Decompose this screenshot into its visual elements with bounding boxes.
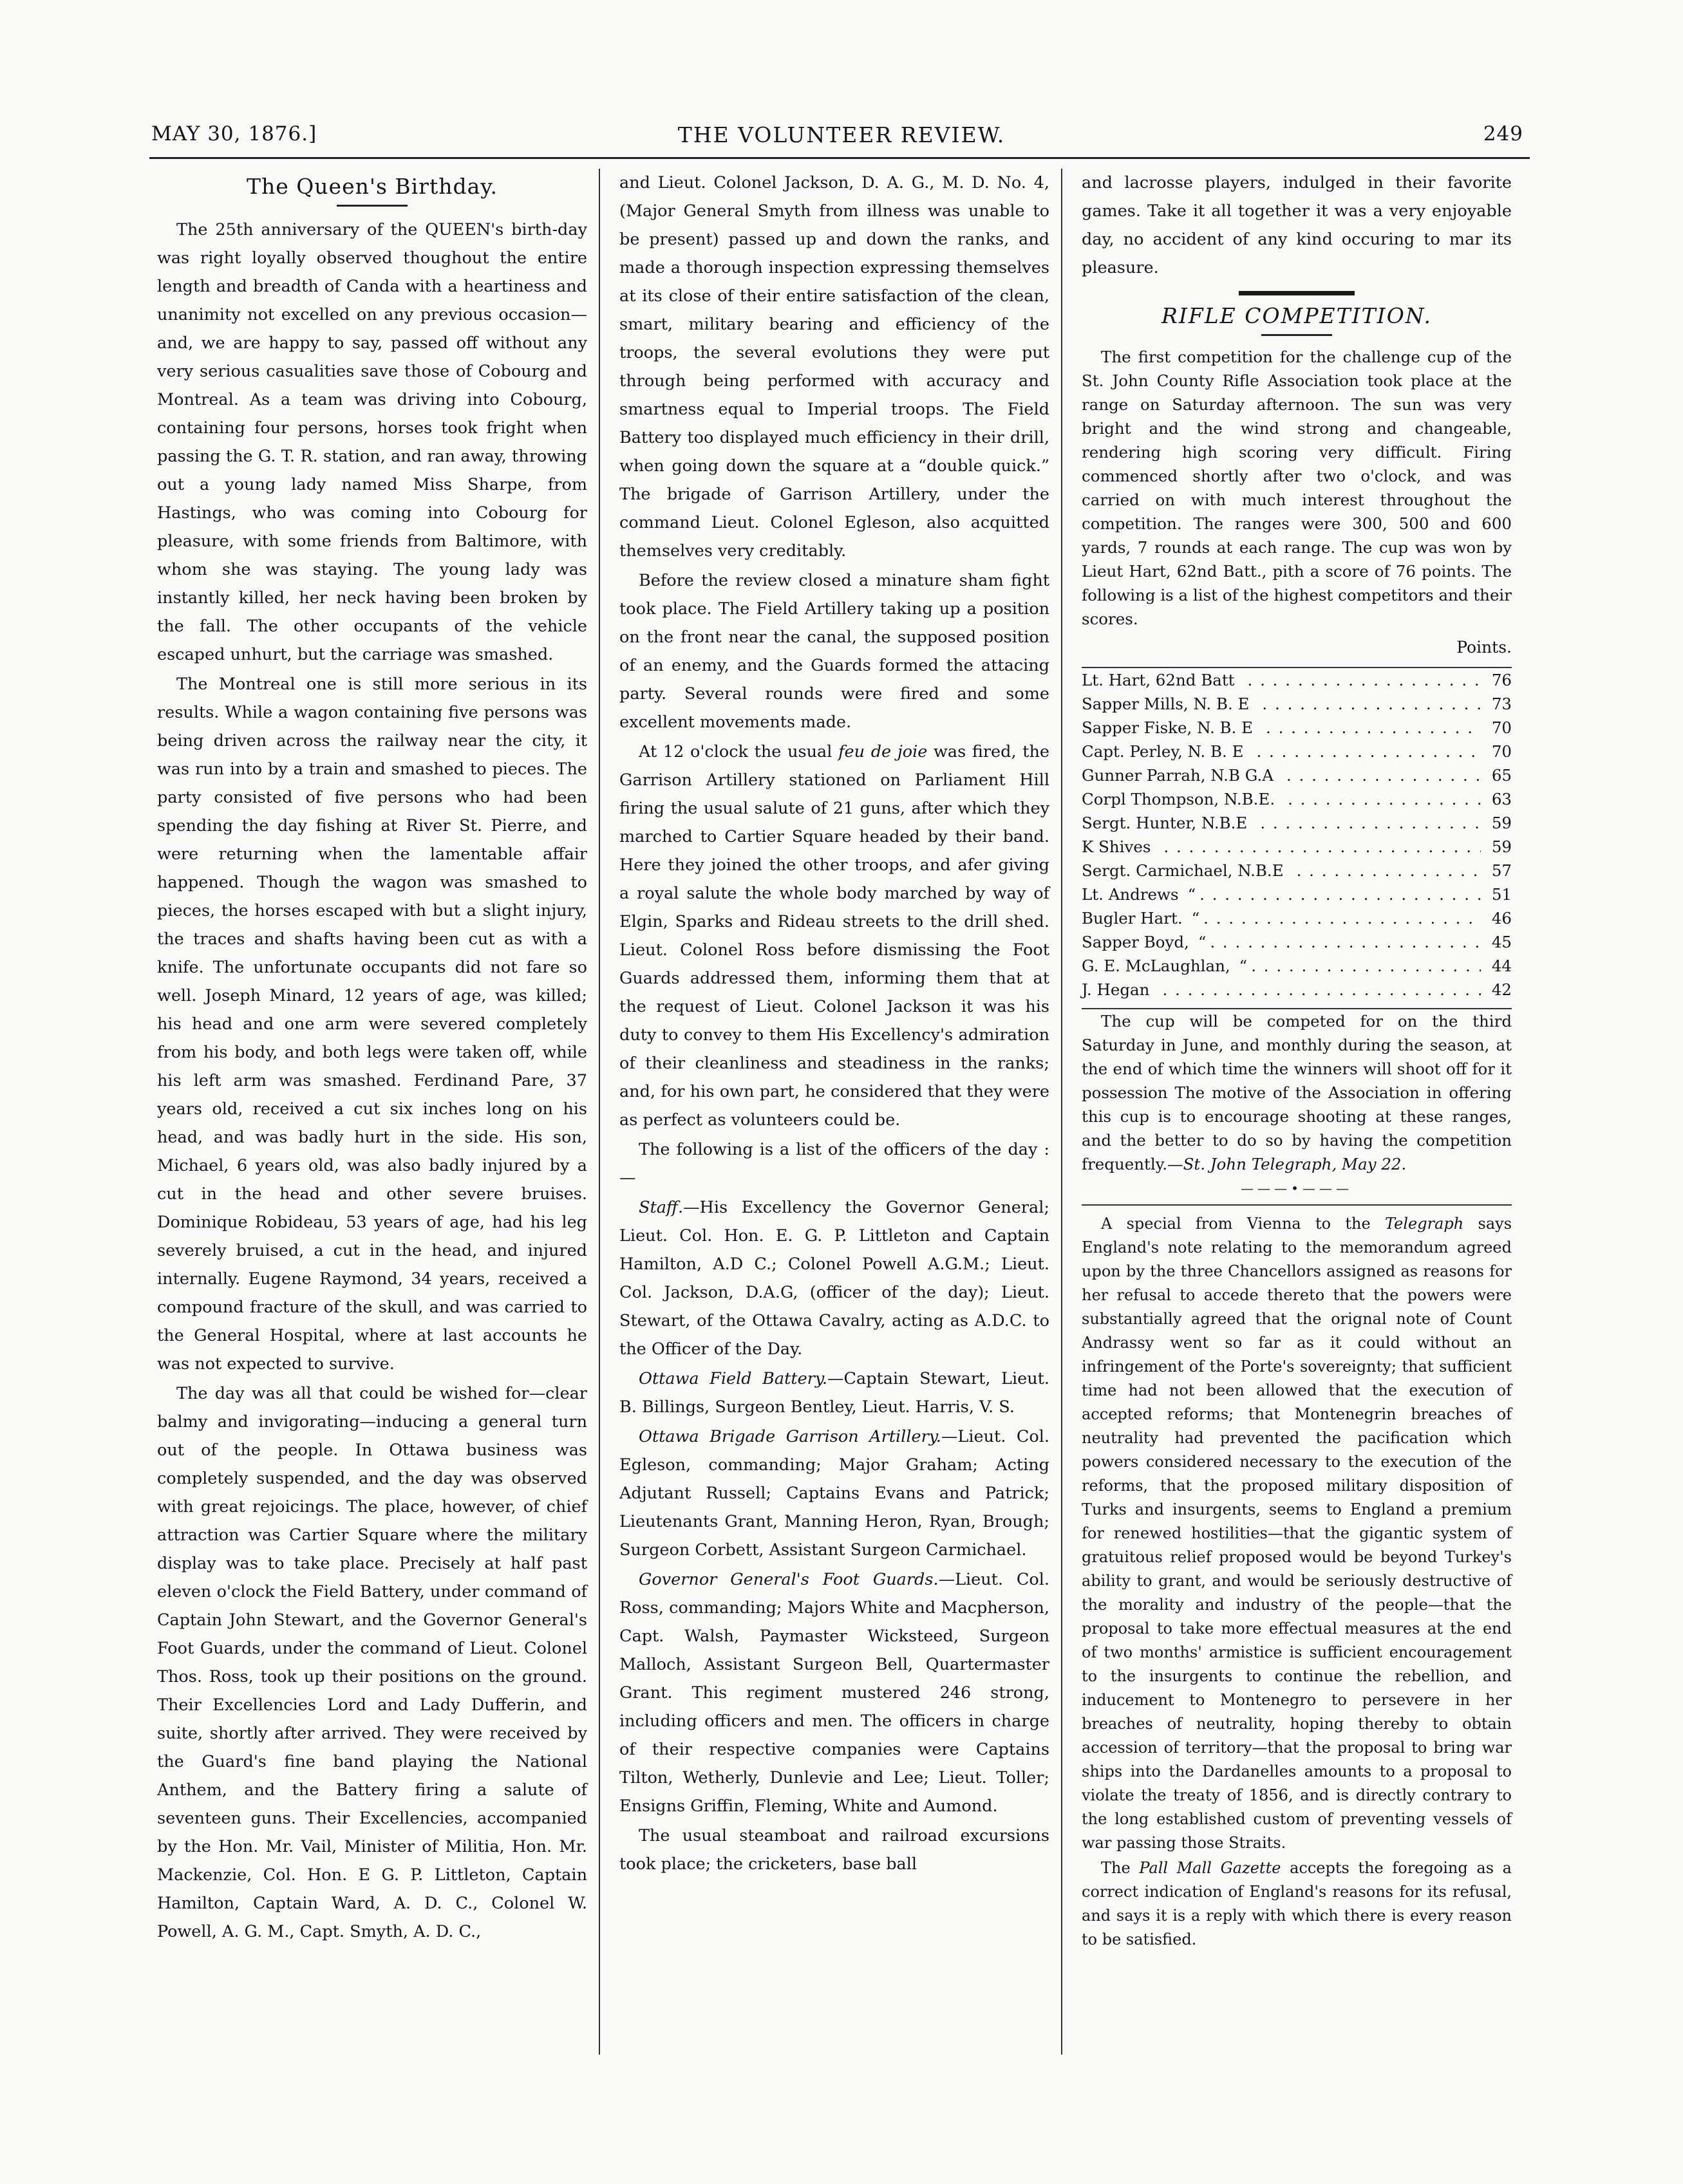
score-row bbox=[1082, 835, 1512, 859]
competitor-points: 44 bbox=[1491, 957, 1512, 975]
competitor-name: Sapper Fiske, N. B. E bbox=[1082, 718, 1253, 737]
competitor-points: 65 bbox=[1491, 766, 1512, 785]
column-divider bbox=[1061, 169, 1062, 2055]
leader-dots bbox=[1256, 740, 1481, 763]
heading-rule bbox=[337, 205, 408, 207]
article-paragraph: The following is a list of the officers of the day :— bbox=[619, 1140, 1049, 1188]
ditto-mark bbox=[1258, 716, 1266, 740]
article-paragraph: and lacrosse players, indulged in their favorite games. Take it all together it was a very enjoyable day, no accident of any kind occuring to mar its pleasure. bbox=[1082, 173, 1512, 277]
article-paragraph: The usual steamboat and railroad excursions took place; the cricketers, base ball bbox=[619, 1826, 1049, 1874]
competitor-points: 73 bbox=[1491, 695, 1512, 713]
issue-date: MAY 30, 1876.] bbox=[151, 122, 317, 145]
heading-rule bbox=[1261, 334, 1332, 336]
article-paragraph: The first competition for the challenge cup of the St. John County Rifle Association took place at the range on Saturday afternoon. The sun was very bright and the wind strong and changeable, rendering high scoring very difficult. Firing commenced shortly after two o'clock, and was carried on with much interest throughout the competition. The ranges were 300, 500 and 600 yards, 7 rounds at each range. The cup was won by Lieut Hart, 62nd Batt., pith a score of 76 points. The following is a list of the highest competitors and their scores. bbox=[1082, 348, 1512, 628]
competitor-name: Sapper Boyd, bbox=[1082, 933, 1189, 951]
column-1 bbox=[157, 169, 587, 1947]
competitor-name: Sapper Mills, N. B. E bbox=[1082, 695, 1250, 713]
competitor-points: 57 bbox=[1491, 861, 1512, 880]
ditto-mark: “ bbox=[1198, 933, 1207, 951]
score-row bbox=[1082, 906, 1512, 930]
officers-garrison-artillery: Ottawa Brigade Garrison Artillery.—Lieut. Col. Egleson, commanding; Major Graham; Acting Adjutant Russell; Captains Evans and Patrick; Lieutenants Grant, Manning Heron, Ryan, Brough; Surgeon Corbett, Assistant Surgeon Carmichael. bbox=[619, 1427, 1050, 1560]
score-row bbox=[1082, 811, 1512, 835]
competitor-name: Gunner Parrah, N.B G.A bbox=[1082, 766, 1274, 785]
leader-dots bbox=[1260, 811, 1481, 835]
ditto-mark: “ bbox=[1187, 885, 1196, 904]
score-row bbox=[1082, 668, 1512, 692]
score-row bbox=[1082, 763, 1512, 787]
column-divider bbox=[599, 169, 600, 2055]
leader-dots bbox=[1266, 716, 1481, 740]
italic-phrase: feu de joie bbox=[838, 742, 928, 761]
article-paragraph: The Pall Mall Gazette accepts the foregoing as a correct indication of England's reasons for its refusal, and says it is a reply with which there is every reason to be satisfied. bbox=[1082, 1859, 1512, 1948]
section-rule bbox=[1082, 1204, 1512, 1206]
section-rule bbox=[1239, 291, 1355, 295]
score-row bbox=[1082, 787, 1512, 811]
score-row bbox=[1082, 954, 1512, 978]
ditto-mark bbox=[1240, 668, 1248, 692]
competitor-name: Sergt. Hunter, N.B.E bbox=[1082, 814, 1248, 832]
competitor-points: 59 bbox=[1491, 814, 1512, 832]
ditto-mark bbox=[1280, 787, 1288, 811]
competitor-points: 51 bbox=[1491, 885, 1512, 904]
leader-dots bbox=[1163, 835, 1481, 859]
score-row bbox=[1082, 692, 1512, 716]
ditto-mark bbox=[1279, 763, 1286, 787]
score-row bbox=[1082, 859, 1512, 882]
leader-dots bbox=[1162, 978, 1481, 1002]
article-paragraph: A special from Vienna to the Telegraph says England's note relating to the memorandum agreed upon by the three Chancellors assigned as reasons for her refusal to accede thereto that the powers were substantially agreed that the orignal note of Count Andrassy went so far as it could without an infringement of the Porte's sovereignty; that sufficient time had not been allowed that the execution of accepted reforms; that Montenegrin breaches of neutrality had prevented the pacification which powers considered necessary to the execution of the reforms, that the proposed military disposition of Turks and insurgents, seems to England a premium for renewed hostilities—that the gigantic system of gratuitous relief proposed would be beyond Turkey's ability to grant, and would be seriously destructive of the morality and industry of the people—that the proposal to take more effectual measures at the end of two months' armistice is sufficient encouragement to the insurgents to continue the rebellion, and inducement to Montenegro to persevere in her breaches of neutrality, hoping thereby to obtain accession of territory—that the proposal to bring war ships into the Dardanelles amounts to a proposal to violate the treaty of 1856, and is directly contrary to the long established custom of preventing vessels of war passing those Straits. bbox=[1082, 1215, 1512, 1852]
source-credit: —St. John Telegraph, May 22. bbox=[1167, 1155, 1407, 1173]
score-table bbox=[1082, 668, 1512, 1002]
officers-staff: Staff.—His Excellency the Governor General; Lieut. Col. Hon. E. G. P. Littleton and Captain Hamilton, A.D C.; Colonel Powell A.G.M.; Lieut. Col. Jackson, D.A.G, (officer of the day); Lieut. Stewart, of the Ottawa Cavalry, acting as A.D.C. to the Officer of the Day. bbox=[619, 1198, 1049, 1359]
competitor-name: K Shives bbox=[1082, 837, 1151, 856]
article-paragraph: The cup will be competed for on the third Saturday in June, and monthly during the season, at the end of which time the winners will shoot off for it possession The motive of the Association in offering this cup is to encourage shooting at these ranges, and the better to do so by having the competition frequently.—St. John Telegraph, May 22. bbox=[1082, 1012, 1512, 1173]
competitor-points: 59 bbox=[1491, 837, 1512, 856]
leader-dots bbox=[1286, 763, 1481, 787]
competitor-name: Lt. Andrews bbox=[1082, 885, 1179, 904]
leader-dots bbox=[1203, 906, 1481, 930]
competitor-name: J. Hegan bbox=[1082, 980, 1150, 999]
article-paragraph: Before the review closed a minature sham fight took place. The Field Artillery taking up a position on the front near the canal, the supposed position of an enemy, and the Guards formed the attacing party. Several rounds were fired and some excellent movements made. bbox=[619, 571, 1049, 732]
ditto-mark bbox=[1248, 740, 1256, 763]
article-heading-rifle-competition: RIFLE COMPETITION. bbox=[1161, 303, 1433, 328]
competitor-name: Bugler Hart. bbox=[1082, 909, 1183, 928]
score-row bbox=[1082, 882, 1512, 906]
score-row bbox=[1082, 716, 1512, 740]
points-column-label: Points. bbox=[1456, 638, 1512, 657]
leader-dots bbox=[1262, 692, 1481, 716]
competitor-name: Capt. Perley, N. B. E bbox=[1082, 742, 1244, 761]
ditto-mark bbox=[1154, 978, 1162, 1002]
ditto-mark bbox=[1156, 835, 1163, 859]
column-3 bbox=[1082, 169, 1512, 1953]
competitor-name: Corpl Thompson, N.B.E. bbox=[1082, 790, 1275, 808]
competitor-name: Lt. Hart, 62nd Batt bbox=[1082, 671, 1235, 689]
article-paragraph: The Montreal one is still more serious in its results. While a wagon containing five persons was being driven across the railway near the city, it was run into by a train and smashed to pieces. The party consisted of five persons who had been spending the day fishing at River St. Pierre, and were returning when the lamentable affair happened. Though the wagon was smashed to pieces, the horses escaped with but a slight injury, the traces and shafts having been cut as with a knife. The unfortunate occupants did not fare so well. Joseph Minard, 12 years of age, was killed; his head and one arm were severed completely from his body, and both legs were taken off, while his left arm was smashed. Ferdinand Pare, 37 years old, received a cut six inches long on his head, and was badly hurt in the side. His son, Michael, 6 years old, was also badly injured by a cut in the head and other severe bruises. Dominique Robideau, 53 years of age, had his leg severely bruised, a cut in the head, and injured internally. Eugene Raymond, 34 years, received a compound fracture of the skull, and was carried to the General Hospital, where at last accounts he was not expected to survive. bbox=[157, 675, 587, 1374]
article-paragraph: At 12 o'clock the usual feu de joie was fired, the Garrison Artillery stationed on Parliament Hill firing the usual salute of 21 guns, after which they marched to Cartier Square headed by their band. Here they joined the other troops, and afer giving a royal salute the whole body marched by way of Elgin, Sparks and Rideau streets to the drill shed. Lieut. Colonel Ross before dismissing the Foot Guards addressed them, informing them that at the request of Lieut. Colonel Jackson it was his duty to convey to them His Excellency's admiration of their cleanliness and steadiness in the ranks; and, for his own part, he considered that they were as perfect as volunteers could be. bbox=[619, 742, 1050, 1130]
article-paragraph: and Lieut. Colonel Jackson, D. A. G., M. D. No. 4, (Major General Smyth from illness was unable to be present) passed up and down the ranks, and made a thorough inspection expressing themselves at its close of their entire satisfaction of the clean, smart, military bearing and efficiency of the troops, the several evolutions they were put through being performed with accuracy and smartness equal to Imperial troops. The Field Battery too displayed much efficiency in their drill, when going down the square at a “double quick.” The brigade of Garrison Artillery, under the command Lieut. Colonel Egleson, also acquitted themselves very creditably. bbox=[619, 173, 1049, 561]
competitor-points: 46 bbox=[1491, 909, 1512, 928]
competitor-name: G. E. McLaughlan, bbox=[1082, 957, 1230, 975]
leader-dots bbox=[1251, 954, 1481, 978]
competitor-points: 63 bbox=[1491, 790, 1512, 808]
article-paragraph: The day was all that could be wished for—clear balmy and invigorating—inducing a general turn out of the people. In Ottawa business was completely suspended, and the day was observed with great rejoicings. The place, however, of chief attraction was Cartier Square where the military display was to take place. Precisely at half past eleven o'clock the Field Battery, under command of Captain John Stewart, and the Governor General's Foot Guards, under the command of Lieut. Colonel Thos. Ross, took up their positions on the ground. Their Excellencies Lord and Lady Dufferin, and suite, shortly after arrived. They were received by the Guard's fine band playing the National Anthem, and the Battery firing a salute of seventeen guns. Their Excellencies, accompanied by the Hon. Mr. Vail, Minister of Militia, Hon. Mr. Mackenzie, Col. Hon. E G. P. Littleton, Captain Hamilton, Captain Ward, A. D. C., Colonel W. Powell, A. G. M., Capt. Smyth, A. D. C., bbox=[157, 1384, 587, 1941]
score-row bbox=[1082, 930, 1512, 954]
masthead-title: THE VOLUNTEER REVIEW. bbox=[677, 122, 1006, 147]
competitor-points: 45 bbox=[1491, 933, 1512, 951]
article-heading-queens-birthday: The Queen's Birthday. bbox=[246, 174, 498, 199]
column-2 bbox=[619, 169, 1049, 1880]
competitor-points: 42 bbox=[1491, 980, 1512, 999]
ditto-mark: “ bbox=[1191, 909, 1200, 928]
ornamental-divider: ———•——— bbox=[1241, 1181, 1353, 1196]
competitor-points: 70 bbox=[1491, 718, 1512, 737]
leader-dots bbox=[1288, 787, 1481, 811]
leader-dots bbox=[1210, 930, 1481, 954]
page-number: 249 bbox=[1483, 122, 1523, 145]
leader-dots bbox=[1297, 859, 1481, 882]
score-row bbox=[1082, 978, 1512, 1002]
ditto-mark: “ bbox=[1239, 957, 1248, 975]
competitor-points: 70 bbox=[1491, 742, 1512, 761]
officers-foot-guards: Governor General's Foot Guards.—Lieut. Col. Ross, commanding; Majors White and Macpherson, Capt. Walsh, Paymaster Wicksteed, Surgeon Malloch, Assistant Surgeon Bell, Quartermaster Grant. This regiment mustered 246 strong, including officers and men. The officers in charge of their respective companies were Captains Tilton, Wetherly, Dunlevie and Lee; Lieut. Toller; Ensigns Griffin, Fleming, White and Aumond. bbox=[619, 1570, 1050, 1816]
score-row bbox=[1082, 740, 1512, 763]
leader-dots bbox=[1199, 882, 1481, 906]
ditto-mark bbox=[1289, 859, 1297, 882]
competitor-points: 76 bbox=[1491, 671, 1512, 689]
officers-field-battery: Ottawa Field Battery.—Captain Stewart, Lieut. B. Billings, Surgeon Bentley, Lieut. Harris, V. S. bbox=[619, 1369, 1049, 1417]
ditto-mark bbox=[1254, 692, 1262, 716]
ditto-mark bbox=[1252, 811, 1260, 835]
leader-dots bbox=[1248, 668, 1481, 692]
competitor-name: Sergt. Carmichael, N.B.E bbox=[1082, 861, 1284, 880]
article-paragraph: The 25th anniversary of the QUEEN's birth-day was right loyally observed thoughout the entire length and breadth of Canda with a heartiness and unanimity not excelled on any previous occasion—and, we are happy to say, passed off without any very serious casualities save those of Cobourg and Montreal. As a team was driving into Cobourg, containing four persons, horses took fright when passing the G. T. R. station, and ran away, throwing out a young lady named Miss Sharpe, from Hastings, who was coming into Cobourg for pleasure, with some friends from Baltimore, with whom she was staying. The young lady was instantly killed, her neck having been broken by the fall. The other occupants of the vehicle escaped unhurt, but the carriage was smashed. bbox=[157, 220, 587, 664]
header-rule bbox=[149, 157, 1530, 159]
